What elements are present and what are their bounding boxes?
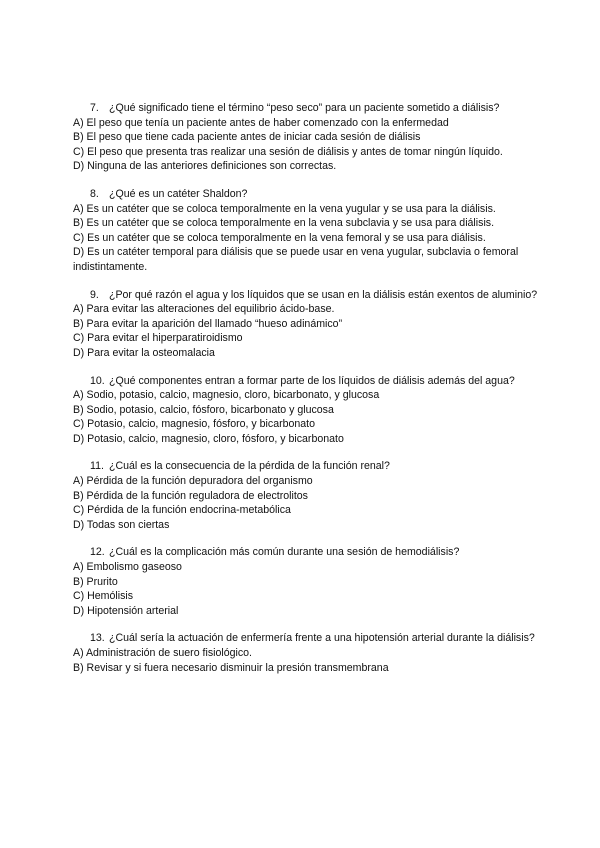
answer-options (73, 302, 553, 360)
answer-options (73, 560, 553, 618)
question-number: 11. (90, 460, 104, 473)
answer-option-b: B) Revisar y si fuera necesario disminuir la presión transmembrana (73, 661, 389, 674)
answer-option-d: D) Es un catéter temporal para diálisis que se puede usar en vena yugular, subclavia o femoral indistintamente. (73, 246, 519, 273)
answer-option-c: C) Potasio, calcio, magnesio, fósforo, y bicarbonato (73, 418, 316, 431)
answer-option-a: A) Pérdida de la función depuradora del organismo (73, 475, 313, 488)
question-number: 7. (90, 102, 99, 114)
question-heading (73, 187, 553, 202)
question-heading (73, 374, 553, 389)
question-heading (73, 545, 553, 560)
question-number: 9. (90, 288, 99, 301)
answer-options (73, 116, 553, 174)
question-text: ¿Cuál es la consecuencia de la pérdida de la función renal? (109, 460, 390, 473)
answer-option-d: D) Ninguna de las anteriores definiciones son correctas. (73, 160, 337, 173)
answer-option-b: B) Prurito (73, 575, 118, 588)
document-page (73, 101, 553, 688)
question-11 (73, 459, 553, 532)
answer-option-c: C) Para evitar el hiperparatiroidismo (73, 332, 243, 345)
question-heading (73, 101, 553, 116)
question-8 (73, 187, 553, 275)
answer-option-a: A) Es un catéter que se coloca temporalmente en la vena yugular y se usa para la diálisis. (73, 202, 496, 215)
answer-option-c: C) Hemólisis (73, 590, 134, 603)
answer-options (73, 646, 553, 675)
answer-option-a: A) Embolismo gaseoso (73, 561, 182, 574)
question-heading (73, 631, 553, 646)
question-text: ¿Por qué razón el agua y los líquidos que se usan en la diálisis están exentos de aluminio? (109, 288, 538, 301)
answer-option-a: A) Administración de suero fisiológico. (73, 647, 253, 659)
answer-option-d: D) Para evitar la osteomalacia (73, 346, 215, 359)
question-text: ¿Qué es un catéter Shaldon? (109, 187, 248, 200)
question-number: 8. (90, 187, 99, 200)
answer-options (73, 474, 553, 532)
question-heading (73, 459, 553, 474)
question-7 (73, 101, 553, 174)
answer-option-b: B) Pérdida de la función reguladora de electrolitos (73, 489, 308, 502)
answer-options (73, 388, 553, 446)
question-13 (73, 631, 553, 675)
question-12 (73, 545, 553, 618)
answer-option-a: A) El peso que tenía un paciente antes de haber comenzado con la enfermedad (73, 116, 449, 129)
answer-option-c: C) Pérdida de la función endocrina-metabólica (73, 504, 291, 517)
question-text: ¿Qué componentes entran a formar parte de los líquidos de diálisis además del agua? (109, 374, 515, 387)
question-10 (73, 374, 553, 447)
question-text: ¿Cuál es la complicación más común durante una sesión de hemodiálisis? (109, 546, 460, 559)
answer-option-a: A) Para evitar las alteraciones del equilibrio ácido-base. (73, 303, 335, 316)
question-heading (73, 288, 553, 303)
answer-option-b: B) Sodio, potasio, calcio, fósforo, bicarbonato y glucosa (73, 403, 334, 416)
answer-option-a: A) Sodio, potasio, calcio, magnesio, cloro, bicarbonato, y glucosa (73, 389, 380, 402)
answer-option-c: C) El peso que presenta tras realizar una sesión de diálisis y antes de tomar ningún líquido. (73, 145, 503, 158)
question-9 (73, 288, 553, 361)
answer-option-d: D) Potasio, calcio, magnesio, cloro, fósforo, y bicarbonato (73, 432, 344, 445)
question-number: 12. (90, 546, 105, 559)
question-text: ¿Cuál sería la actuación de enfermería frente a una hipotensión arterial durante la diálisis? (109, 632, 535, 645)
answer-option-d: D) Hipotensión arterial (73, 604, 179, 617)
answer-option-d: D) Todas son ciertas (73, 518, 170, 531)
answer-option-c: C) Es un catéter que se coloca temporalmente en la vena femoral y se usa para diálisis. (73, 231, 486, 244)
question-number: 13. (90, 632, 105, 645)
answer-option-b: B) El peso que tiene cada paciente antes de iniciar cada sesión de diálisis (73, 131, 421, 144)
question-number: 10. (90, 374, 105, 387)
answer-option-b: B) Para evitar la aparición del llamado “hueso adinámico” (73, 317, 343, 330)
answer-options (73, 202, 553, 275)
answer-option-b: B) Es un catéter que se coloca temporalmente en la vena subclavia y se usa para diálisis. (73, 217, 495, 230)
question-text: ¿Qué significado tiene el término “peso seco” para un paciente sometido a diálisis? (109, 102, 500, 114)
